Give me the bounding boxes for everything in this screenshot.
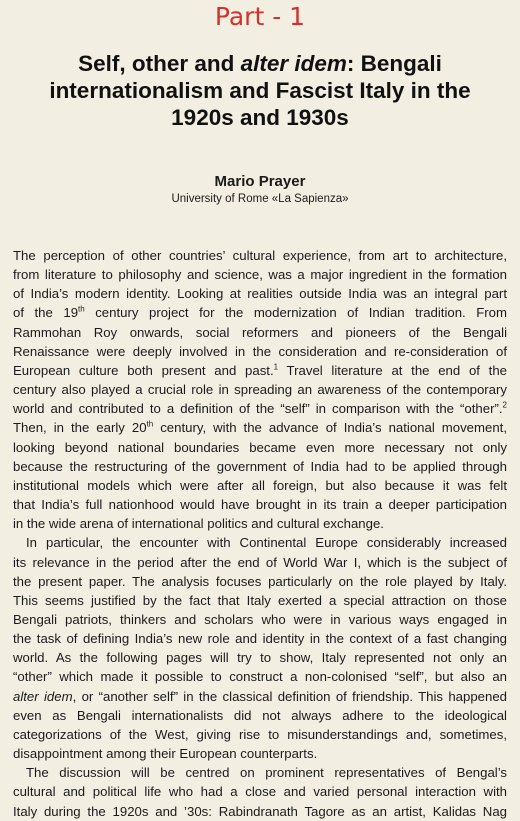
article-body xyxy=(13,246,507,821)
article-title xyxy=(30,50,490,131)
text-line: because the restructuring of the government of India had to be applied through xyxy=(13,458,507,474)
paragraph-3 xyxy=(13,763,507,820)
text-line: alter idem, or “another self” in the classical definition of friendship. This happened xyxy=(13,688,508,704)
text-line: of the 19th century project for the modernization of Indian tradition. From xyxy=(13,305,507,321)
text-line: Rammohan Roy onwards, social reformers and pioneers of the Bengali xyxy=(13,324,507,340)
text-line: from literature to philosophy and science, was a major ingredient in the formation xyxy=(13,267,507,283)
text-line: world and contributed to a definition of the “self” in comparison with the “other”.$^2$ xyxy=(13,400,507,417)
text-line: institutional models which were after all foreign, but also because it was felt xyxy=(13,477,507,493)
text-line: Then, in the early 20th century, with the advance of India’s national movement, xyxy=(13,420,507,436)
author-affiliation: University of Rome «La Sapienza» xyxy=(171,193,349,205)
text-line: the task of defining India’s new role and identity in the context of a fast changing xyxy=(13,631,507,647)
text-line: the present paper. The analysis focuses particularly on the role played by Italy. xyxy=(13,573,507,589)
title-part-2: : Bengali internationalism and Fascist Italy in the 1920s and 1930s xyxy=(49,51,471,130)
text-line: its relevance in the period after the end of World War I, which is the subject of xyxy=(13,554,507,570)
text-line: The discussion will be centred on prominent representatives of Bengal’s xyxy=(26,765,507,781)
text-line: century also played a crucial role in spreading an awareness of the contemporary xyxy=(13,382,507,398)
text-line: Bengali patriots, thinkers and scholars who were in various ways engaged in xyxy=(13,611,507,627)
paragraph-1 xyxy=(13,246,507,533)
title-part-1: Self, other and xyxy=(78,51,241,76)
text-line: cultural and political life who had a close and varied personal interaction with xyxy=(13,784,507,800)
text-line: disappointment among their European counterparts. xyxy=(13,746,318,762)
text-line: looking beyond national boundaries became even more necessary not only xyxy=(13,439,507,455)
text-line: European culture both present and past.$^1$ Travel literature at the end of the xyxy=(13,362,507,378)
text-line: Renaissance were deeply involved in the consideration and re-consideration of xyxy=(13,343,507,359)
text-line: categorizations of the West, giving rise to misunderstandings and, sometimes, xyxy=(13,726,507,742)
part-label: Part - 1 xyxy=(214,2,306,31)
text-line: Italy during the 1920s and ’30s: Rabindranath Tagore as an artist, Kalidas Nag xyxy=(13,803,507,819)
author-name: Mario Prayer xyxy=(214,173,306,190)
text-line: This seems justified by the fact that Italy exerted a special attraction on those xyxy=(13,592,507,608)
text-line: The perception of other countries’ cultural experience, from art to architecture, xyxy=(13,248,507,263)
text-line: “other” which made it possible to construct a non-colonised “self”, but also an xyxy=(13,669,507,685)
text-line: in the wide arena of international politics and cultural exchange. xyxy=(13,516,384,532)
text-line: even as Bengali internationalists did not always adhere to the ideological xyxy=(13,707,507,723)
text-line: that India’s full nationhood would have brought in its train a deeper participation xyxy=(13,497,507,513)
paragraph-2 xyxy=(13,533,507,763)
text-line: world. As the following pages will try to show, Italy represented not only an xyxy=(13,650,507,666)
title-italic-term: alter idem xyxy=(240,51,347,76)
text-line: In particular, the encounter with Continental Europe considerably increased xyxy=(26,535,507,551)
text-line: of India’s modern identity. Looking at realities outside India was an integral part xyxy=(13,286,507,302)
